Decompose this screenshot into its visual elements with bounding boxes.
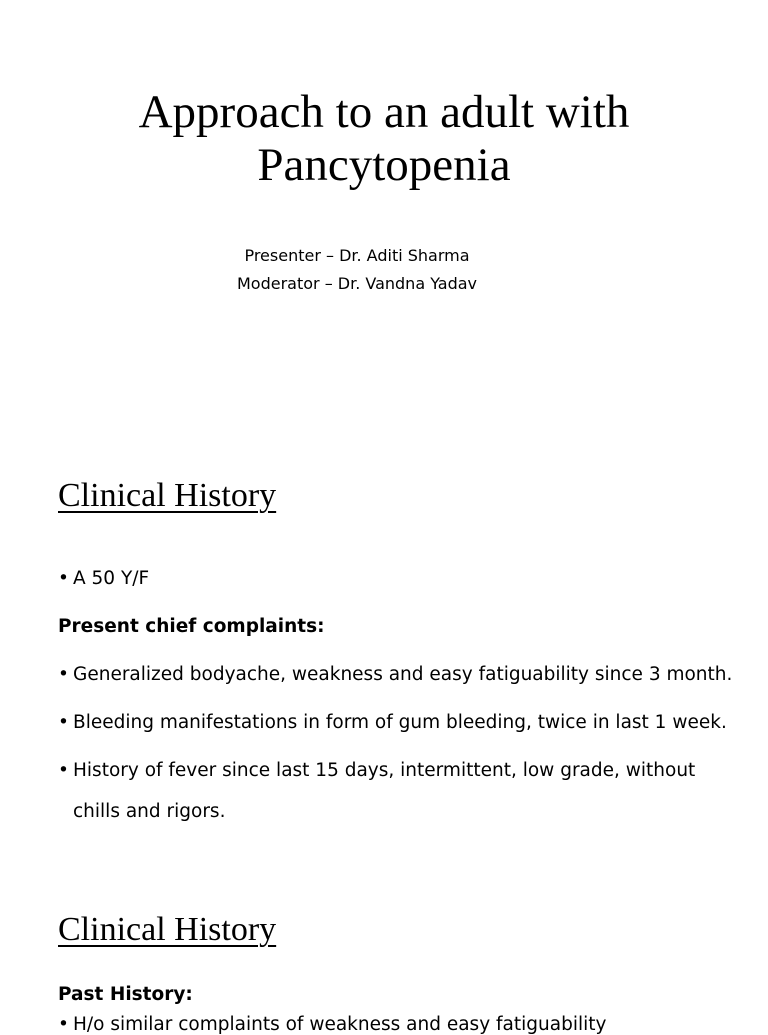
- title-slide: [0, 0, 768, 430]
- past-history-label: Past History:: [58, 984, 193, 1005]
- clinical-history-slide: [0, 430, 768, 862]
- presenter-block: [0, 242, 714, 298]
- presenter-name: Presenter – Dr. Aditi Sharma: [244, 246, 470, 265]
- presentation-title: [0, 86, 768, 192]
- bullet-icon: •: [58, 760, 69, 781]
- slide-heading: Clinical History: [58, 911, 277, 948]
- bullet-icon: •: [58, 568, 69, 589]
- complaint-continuation: chills and rigors.: [73, 801, 226, 822]
- bullet-icon: •: [58, 664, 69, 685]
- title-line-1: Approach to an adult with: [138, 86, 630, 138]
- bullet-icon: •: [58, 712, 69, 733]
- patient-info: A 50 Y/F: [73, 568, 150, 589]
- bullet-icon: •: [58, 1014, 69, 1035]
- complaint-text: Generalized bodyache, weakness and easy fatiguability since 3 month.: [73, 664, 733, 685]
- title-line-2: Pancytopenia: [257, 139, 511, 191]
- complaints-label: Present chief complaints:: [58, 616, 325, 637]
- moderator-name: Moderator – Dr. Vandna Yadav: [236, 274, 478, 293]
- past-history-text: H/o similar complaints of weakness and easy fatiguability: [73, 1014, 607, 1035]
- complaint-text: Bleeding manifestations in form of gum bleeding, twice in last 1 week.: [73, 712, 727, 733]
- slide-heading: Clinical History: [58, 477, 277, 514]
- clinical-history-slide-2: [0, 862, 768, 1035]
- complaint-text: History of fever since last 15 days, intermittent, low grade, without: [73, 760, 696, 781]
